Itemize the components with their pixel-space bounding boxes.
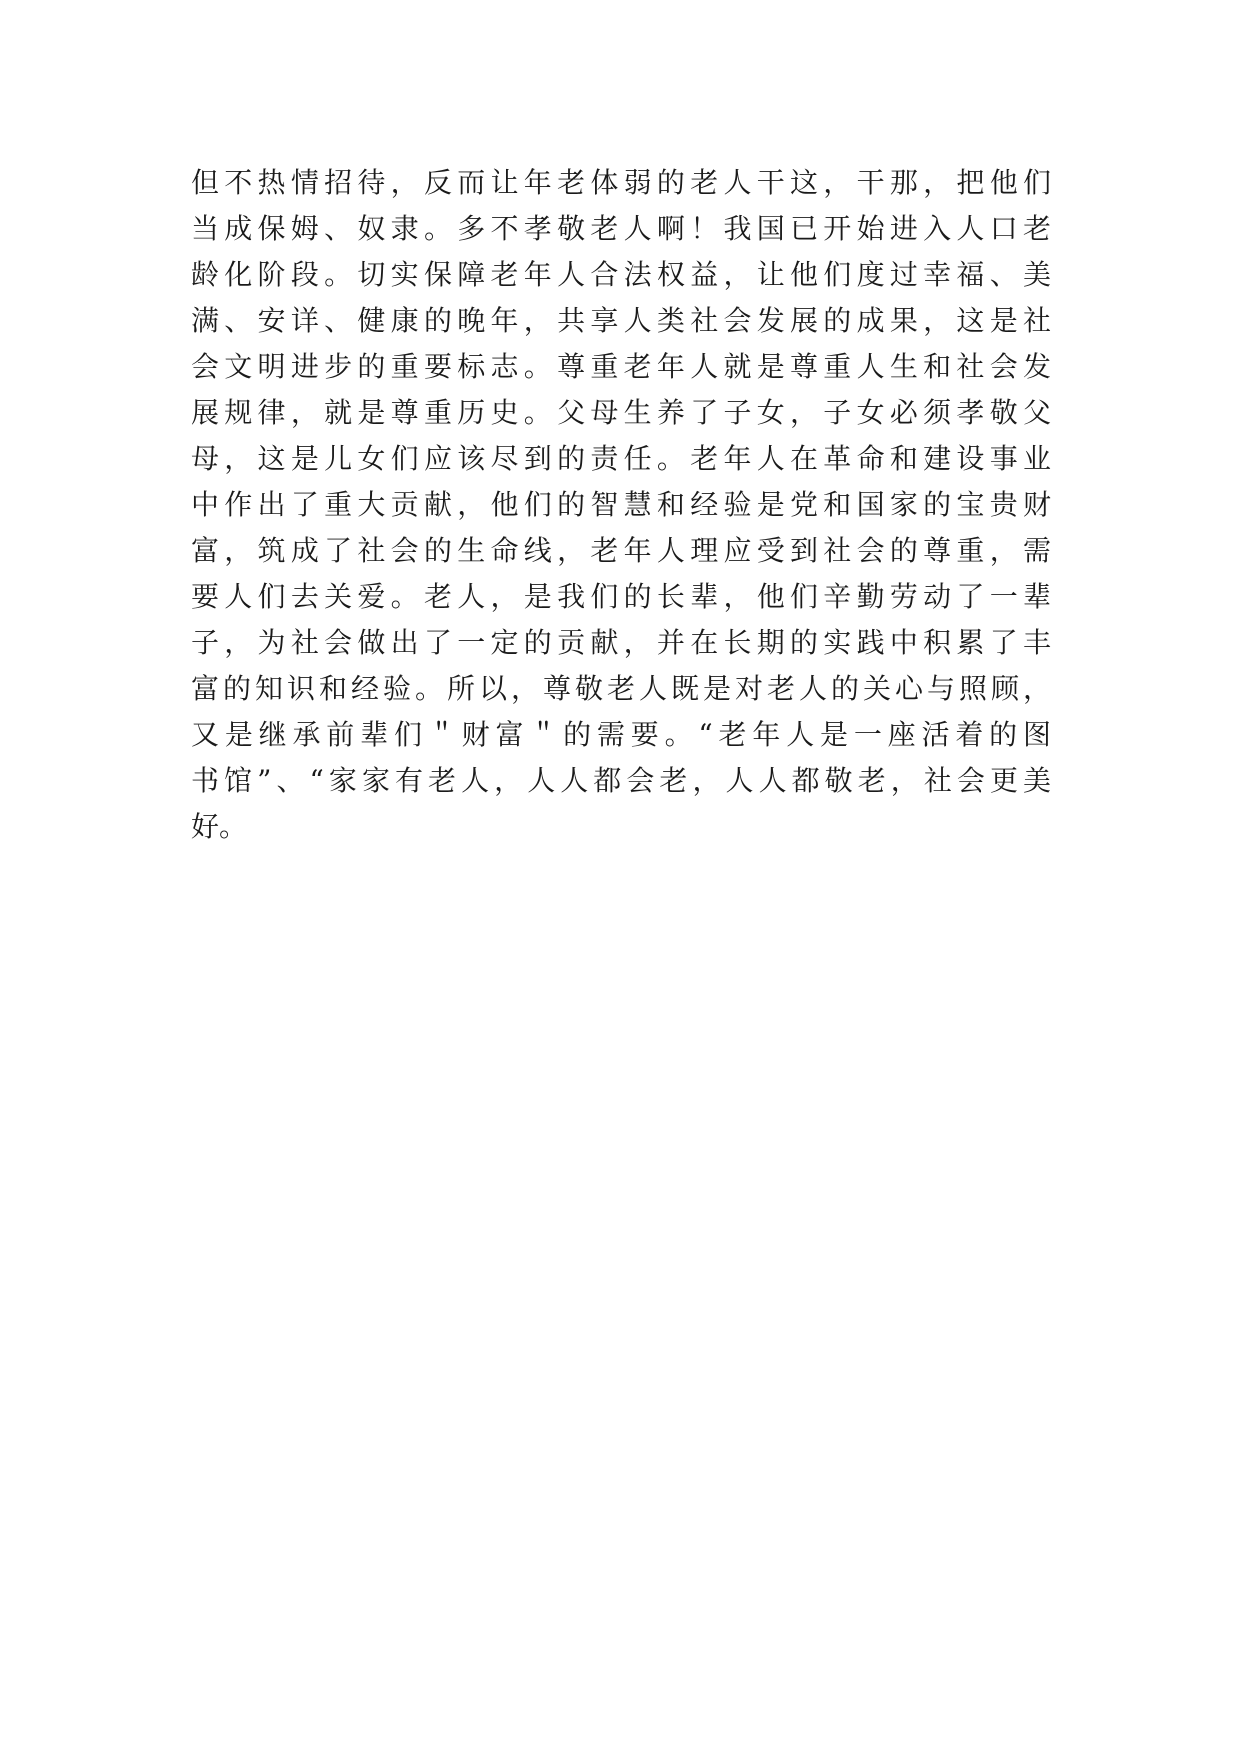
text-line: 但不热情招待，反而让年老体弱的老人干这，干那，把他们: [191, 166, 1051, 199]
body-text: [191, 160, 1051, 850]
text-line: 中作出了重大贡献，他们的智慧和经验是党和国家的宝贵财: [191, 488, 1051, 521]
text-line: 书馆”、“家家有老人，人人都会老，人人都敬老，社会更美: [191, 764, 1051, 797]
text-line: 会文明进步的重要标志。尊重老年人就是尊重人生和社会发: [191, 350, 1051, 383]
text-line: 展规律，就是尊重历史。父母生养了子女，子女必须孝敬父: [191, 396, 1051, 429]
text-line: 当成保姆、奴隶。多不孝敬老人啊！我国已开始进入人口老: [191, 212, 1051, 245]
text-line: 富，筑成了社会的生命线，老年人理应受到社会的尊重，需: [191, 534, 1051, 567]
text-line: 子，为社会做出了一定的贡献，并在长期的实践中积累了丰: [191, 626, 1051, 659]
text-line: 要人们去关爱。老人，是我们的长辈，他们辛勤劳动了一辈: [191, 580, 1051, 613]
text-line: 满、安详、健康的晚年，共享人类社会发展的成果，这是社: [191, 304, 1051, 337]
text-line: 母，这是儿女们应该尽到的责任。老年人在革命和建设事业: [191, 442, 1051, 475]
text-line: 又是继承前辈们＂财富＂的需要。“老年人是一座活着的图: [191, 718, 1051, 751]
text-line: 好。: [191, 810, 248, 843]
text-line: 富的知识和经验。所以，尊敬老人既是对老人的关心与照顾，: [191, 672, 1051, 705]
text-line: 龄化阶段。切实保障老年人合法权益，让他们度过幸福、美: [191, 258, 1051, 291]
